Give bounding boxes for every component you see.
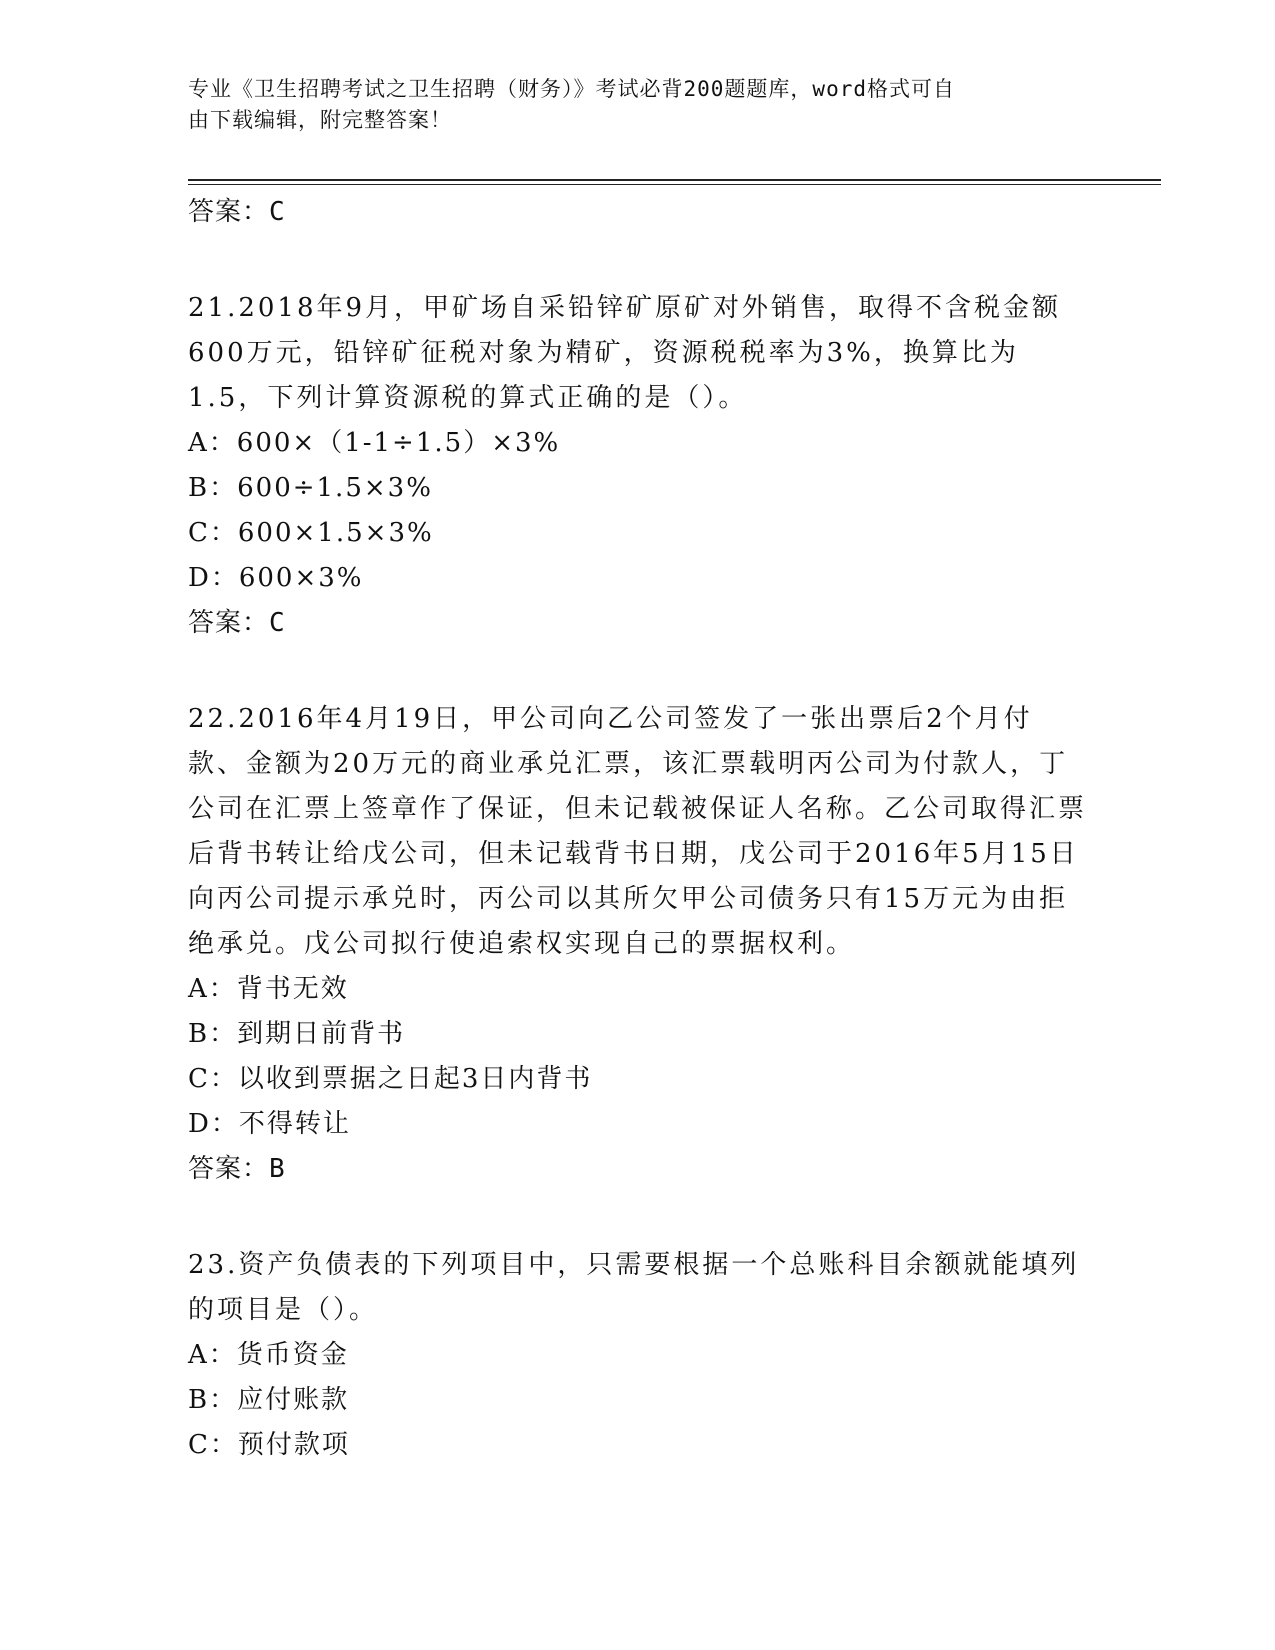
spacer bbox=[188, 1191, 1088, 1243]
question-22 bbox=[188, 697, 1088, 1191]
option-b: B：应付账款 bbox=[188, 1385, 350, 1415]
answer-label: 答案： bbox=[188, 197, 270, 227]
question-text: 21.2018年9月，甲矿场自采铅锌矿原矿对外销售，取得不含税金额600万元，铅锌矿征税对象为精矿，资源税税率为3%，换算比为1.5，下列计算资源税的算式正确的是（）。 bbox=[188, 293, 1062, 413]
spacer bbox=[188, 234, 1088, 286]
option-b: B：600÷1.5×3% bbox=[188, 473, 433, 503]
header-title-line-1: 专业《卫生招聘考试之卫生招聘（财务）》考试必背200题题库，word格式可自 bbox=[188, 77, 955, 101]
question-21 bbox=[188, 286, 1088, 645]
option-a: A：600×（1-1÷1.5）×3% bbox=[188, 428, 561, 458]
option-b: B：到期日前背书 bbox=[188, 1019, 406, 1049]
answer-line bbox=[188, 1147, 1088, 1191]
header-divider-thick bbox=[188, 179, 1161, 181]
answer-value: C bbox=[269, 197, 286, 227]
spacer bbox=[188, 645, 1088, 697]
question-23 bbox=[188, 1243, 1088, 1468]
option-a: A：背书无效 bbox=[188, 974, 349, 1004]
answer-value: C bbox=[269, 608, 286, 638]
question-text: 22.2016年4月19日，甲公司向乙公司签发了一张出票后2个月付款、金额为20万元的商业承兑汇票，该汇票载明丙公司为付款人，丁公司在汇票上签章作了保证，但未记载被保证人名称。乙公司取得汇票后背书转让给戊公司，但未记载背书日期，戊公司于2016年5月15日向丙公司提示承兑时，丙公司以其所欠甲公司债务只有15万元为由拒绝承兑。戊公司拟行使追索权实现自己的票据权利。 bbox=[188, 704, 1088, 959]
question-text: 23.资产负债表的下列项目中，只需要根据一个总账科目余额就能填列的项目是（）。 bbox=[188, 1250, 1080, 1325]
option-a: A：货币资金 bbox=[188, 1340, 349, 1370]
option-c: C：预付款项 bbox=[188, 1430, 350, 1460]
answer-label: 答案： bbox=[188, 1154, 270, 1184]
header-divider-thin bbox=[188, 184, 1161, 185]
answer-line bbox=[188, 601, 1088, 645]
option-d: D：600×3% bbox=[188, 563, 364, 593]
answer-line-q20 bbox=[188, 190, 1088, 234]
answer-value: B bbox=[269, 1154, 286, 1184]
option-c: C：600×1.5×3% bbox=[188, 518, 434, 548]
answer-label: 答案： bbox=[188, 608, 270, 638]
option-d: D：不得转让 bbox=[188, 1109, 351, 1139]
document-body bbox=[188, 190, 1088, 1468]
option-c: C：以收到票据之日起3日内背书 bbox=[188, 1064, 593, 1094]
document-header bbox=[188, 74, 1078, 136]
header-title-line-2: 由下载编辑，附完整答案！ bbox=[188, 108, 452, 132]
